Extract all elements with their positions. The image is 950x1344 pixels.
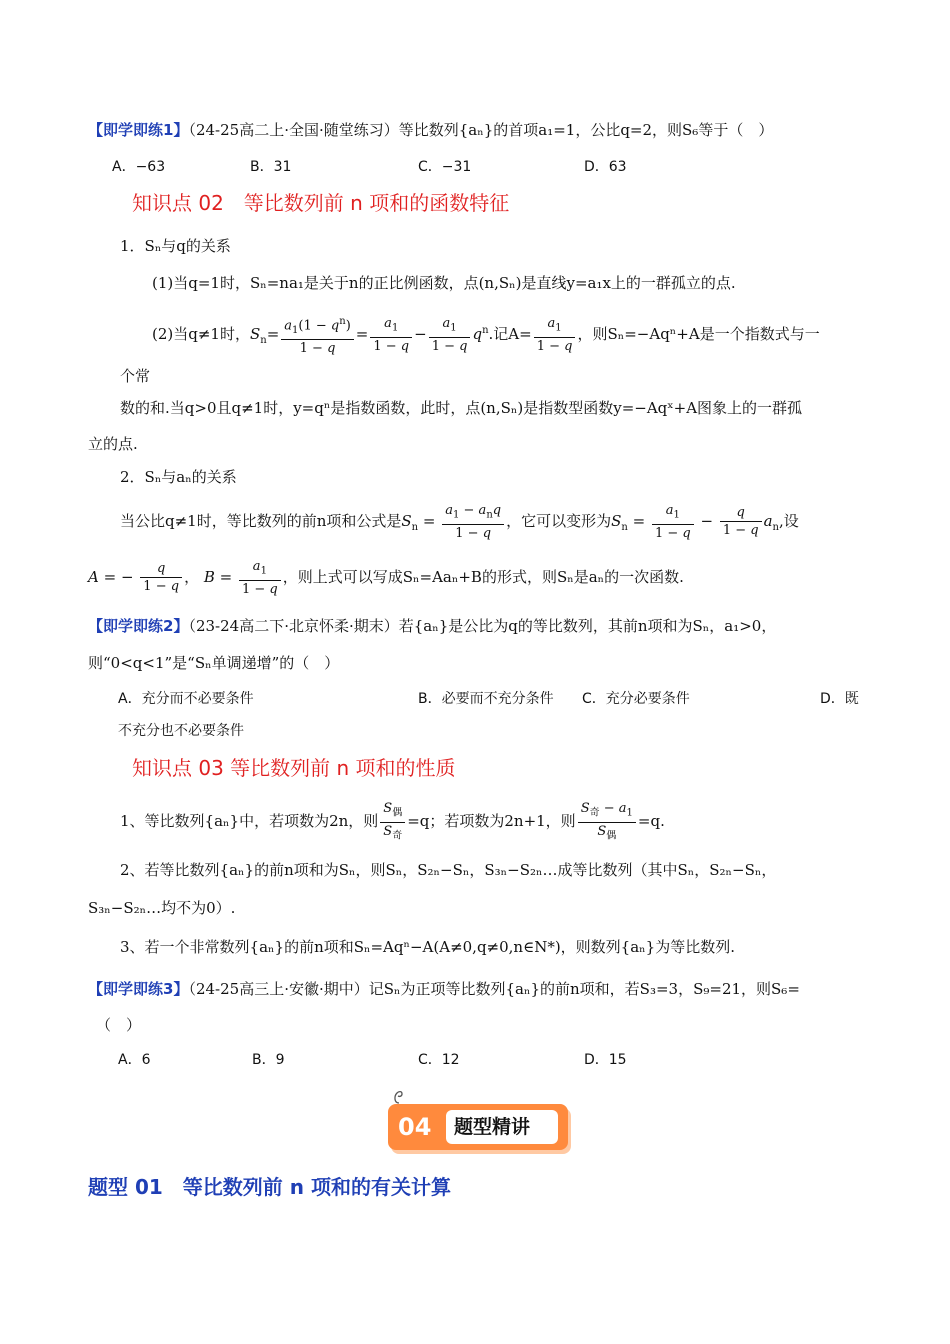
kp2-item-1: 1．Sₙ与q的关系 xyxy=(120,237,231,255)
exercise-1-option-a: A．−63 xyxy=(112,159,166,175)
knowledge-point-02-title: 知识点 02 等比数列前 n 项和的函数特征 xyxy=(132,191,510,215)
kp2-line-3: 个常 xyxy=(120,367,151,385)
exercise-2-option-d-cont: 不充分也不必要条件 xyxy=(118,723,244,739)
section-badge xyxy=(388,1104,568,1150)
exercise-1-option-d: D．63 xyxy=(584,159,627,175)
knowledge-point-03-title: 知识点 03 等比数列前 n 项和的性质 xyxy=(132,756,456,780)
kp2-line-4: 数的和.当q>0且q≠1时，y=qⁿ是指数函数，此时，点(n,Sₙ)是指数型函数y=−Aqˣ+A图象上的一群孤 xyxy=(120,399,803,417)
section-badge-label: 题型精讲 xyxy=(454,1116,531,1138)
exercise-2-source: （23-24高二下·北京怀柔·期末） xyxy=(188,617,399,635)
paperclip-icon xyxy=(392,1086,406,1104)
exercise-3-option-a: A．6 xyxy=(118,1052,151,1068)
exercise-1-source: （24-25高二上·全国·随堂练习） xyxy=(188,121,399,139)
exercise-1-option-c: C．−31 xyxy=(418,159,472,175)
exercise-1-option-b: B．31 xyxy=(250,159,292,175)
kp3-property-2: 2、若等比数列{aₙ}的前n项和为Sₙ，则Sₙ，S₂ₙ−Sₙ，S₃ₙ−S₂ₙ…成等比数列（其中Sₙ，S₂ₙ−Sₙ， xyxy=(120,861,777,879)
exercise-3-stem-line-2: （ ） xyxy=(96,1016,142,1034)
exercise-3-option-c: C．12 xyxy=(418,1052,460,1068)
kp2-line-1: (1)当q=1时，Sₙ=na₁是关于n的正比例函数，点(n,Sₙ)是直线y=a₁x上的一群孤立的点. xyxy=(152,274,736,292)
exercise-1-stem xyxy=(88,120,773,140)
fraction-sum-formula: $\frac{a_1(1 - q^n)}{1 - q}$ xyxy=(281,313,354,357)
kp3-property-1: 1、等比数列{aₙ}中，若项数为2n，则 $\frac{S_偶}{S_奇}$ =q；若项数为2n+1，则 $\frac{S_奇 - a_1}{S_偶}$ =q. xyxy=(120,801,665,842)
exercise-3-option-d: D．15 xyxy=(584,1052,627,1068)
section-badge-number: 04 xyxy=(398,1113,432,1141)
question-type-01-title: 题型 01 等比数列前 n 项和的有关计算 xyxy=(88,1175,451,1199)
kp3-property-2-cont: S₃ₙ−S₂ₙ…均不为0）. xyxy=(88,899,236,917)
exercise-1-tag: 【即学即练1】 xyxy=(88,121,189,139)
exercise-2-option-d: D．既 xyxy=(820,691,859,707)
exercise-3-source: （24-25高三上·安徽·期中） xyxy=(188,980,369,998)
kp2-item-2: 2．Sₙ与aₙ的关系 xyxy=(120,468,237,486)
kp2-line-2: (2)当q≠1时，$S_n=$ $\frac{a_1(1 - q^n)}{1 - q}$ = $\frac{a_1}{1 - q}$ − $\frac{a_1}{1 - q}$ $q^n$.记A= $\frac{a_1}{1 - q}$ ，则Sₙ=−Aqⁿ+A是一个指数式与一 xyxy=(152,313,820,359)
exercise-3-option-b: B．9 xyxy=(252,1052,285,1068)
exercise-2-stem-line-1: 【即学即练2】（23-24高二下·北京怀柔·期末）若{aₙ}是公比为q的等比数列，其前n项和为Sₙ，a₁>0， xyxy=(88,617,777,635)
exercise-3-tag: 【即学即练3】 xyxy=(88,980,189,998)
exercise-2-tag: 【即学即练2】 xyxy=(88,617,189,635)
exercise-2-stem-line-2: 则“0<q<1”是“Sₙ单调递增”的（ ） xyxy=(88,654,340,672)
kp2-line-6: 当公比q≠1时，等比数列的前n项和公式是$S_n$ = $\frac{a_1 - a_nq}{1 - q}$ ，它可以变形为$S_n$ = $\frac{a_1}{1 - q}$ − $\frac{q}{1 - q}$ $a_n$,设 xyxy=(120,503,799,541)
kp2-line-5: 立的点. xyxy=(88,435,138,453)
exercise-2-option-c: C．充分必要条件 xyxy=(582,691,690,707)
exercise-3-stem-line-1: 【即学即练3】（24-25高三上·安徽·期中）记Sₙ为正项等比数列{aₙ}的前n项和，若S₃=3，S₉=21，则S₆= xyxy=(88,980,800,998)
exercise-1-question: 等比数列{aₙ}的首项a₁=1，公比q=2，则S₆等于（ ） xyxy=(398,121,774,139)
kp2-line-7: A = − $\frac{q}{1 - q}$ ， B = $\frac{a_1}{1 - q}$ ，则上式可以写成Sₙ=Aaₙ+B的形式，则Sₙ是aₙ的一次函数. xyxy=(88,559,684,597)
exercise-2-option-a: A．充分而不必要条件 xyxy=(118,691,254,707)
kp3-property-3: 3、若一个非常数列{aₙ}的前n项和Sₙ=Aqⁿ−A(A≠0,q≠0,n∈N*)，则数列{aₙ}为等比数列. xyxy=(120,938,735,956)
exercise-2-option-b: B．必要而不充分条件 xyxy=(418,691,554,707)
